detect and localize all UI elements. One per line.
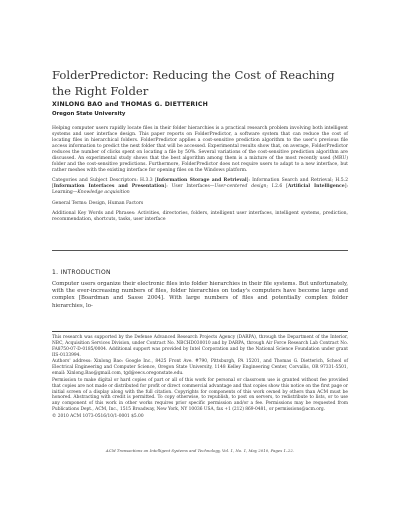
general-terms: General Terms: Design, Human Factors — [52, 200, 144, 206]
section-heading: 1. INTRODUCTION — [52, 269, 111, 276]
keywords: Additional Key Words and Phrases: Activities, directories, folders, intelligent user interfaces, intelligent systems, prediction, recommendation, shortcuts, tasks, user interface — [52, 210, 348, 222]
categories-part: H.3.3 [ — [140, 178, 157, 184]
categories-bold: Artificial Intelligence — [287, 184, 345, 190]
author-names: XINLONG BAO and THOMAS G. DIETTERICH — [52, 101, 208, 108]
journal-footer: ACM Transactions on Intelligent Systems and Technology, Vol. 1, No. 1, May 2010, Pages 1–22. — [105, 448, 295, 453]
intro-paragraph: Computer users organize their electronic files into folder hierarchies in their file systems. But unfortunately, with the ever-increasing numbers of files, folder hierarchies on today's computers have become large and complex [Boardman and Sasse 2004]. With large numbers of files and potentially complex folder hierarchies, lo- — [52, 281, 348, 309]
categories-italic: User-centered design — [214, 184, 267, 190]
categories-part: ]: User Interfaces— — [164, 184, 215, 190]
address-footnote: Authors' address: Xinlong Bao: Google Inc., 8425 Front Ave. #790, Pittsburgh, PA 15201, and Thomas G. Dietterich, School of Electrical Engineering and Computer Science, Oregon State University, 1148 Kelley Engineering Center, Corvallis, OR 97331-5501, email: Xinlong.Bao@gmail.com, tgd@eecs.oregonstate.edu. — [52, 359, 348, 377]
paper-title: FolderPredictor: Reducing the Cost of Reaching the Right Folder — [52, 68, 335, 98]
author-affiliation: Oregon State University — [52, 111, 126, 117]
copyright-line: © 2010 ACM 1073-0516/10/1-0001 $5.00 — [52, 413, 144, 419]
funding-footnote: This research was supported by the Defense Advanced Research Projects Agency (DARPA), through the Department of the Interior, NBC, Acquisition Services Division, under Contract No. NBCHD030010 and by DARPA, through Air Force Research Lab Contract No. FA8750-07-D-0185/0004. Additional support was provided by Intel Corporation and by the National Science Foundation under grant IIS-0133994. — [52, 335, 348, 358]
footnotes-block — [52, 335, 348, 421]
categories-part: ]: Information Search and Retrieval; H.5.2 [ — [52, 178, 348, 190]
categories-italic: Knowledge acquisition — [77, 190, 130, 196]
permission-footnote: Permission to make digital or hard copies of part or all of this work for personal or classroom use is granted without fee provided that copies are not made or distributed for profit or direct commercial advantage and that copies show this notice on the first page or initial screen of a display along with the full citation. Copyrights for components of this work owned by others than ACM must be honored. Abstracting with credit is permitted. To copy otherwise, to republish, to post on servers, to redistribute to lists, or to use any component of this work in other works requires prior specific permission and/or a fee. Permissions may be requested from Publications Dept., ACM, Inc., 1515 Broadway, New York, NY 10036 USA, fax +1 (212) 869-0481, or permissions@acm.org. — [52, 377, 348, 413]
categories-bold: Information Interfaces and Presentation — [53, 184, 165, 190]
categories-bold: Information Storage and Retrieval — [156, 178, 247, 184]
categories-label: Categories and Subject Descriptors: — [52, 178, 138, 184]
footnote-divider — [52, 331, 348, 332]
categories-line — [52, 178, 348, 196]
abstract-divider — [52, 250, 348, 251]
abstract-text: Helping computer users rapidly locate files in their folder hierarchies is a practical research problem involving both intelligent systems and user interface design. This paper reports on FolderPredictor, a software system that can reduce the cost of locating files in hierarchical folders. FolderPredictor applies a cost-sensitive prediction algorithm to the user's previous file access information to predict the next folder that will be accessed. Experimental results show that, on average, FolderPredictor reduces the number of clicks spent on locating a file by 50%. Several variations of the cost-sensitive prediction algorithm are discussed. An experimental study shows that the best algorithm among them is a mixture of the most recently used (MRU) folder and the cost-sensitive predictions. Furthermore, FolderPredictor does not require users to adapt to a new interface, but rather meshes with the existing interface for opening files on the Windows platform. — [52, 126, 348, 174]
abstract-block — [52, 126, 348, 223]
categories-part: ]: Learning— — [52, 184, 349, 196]
categories-part: ; I.2.6 [ — [266, 184, 288, 190]
